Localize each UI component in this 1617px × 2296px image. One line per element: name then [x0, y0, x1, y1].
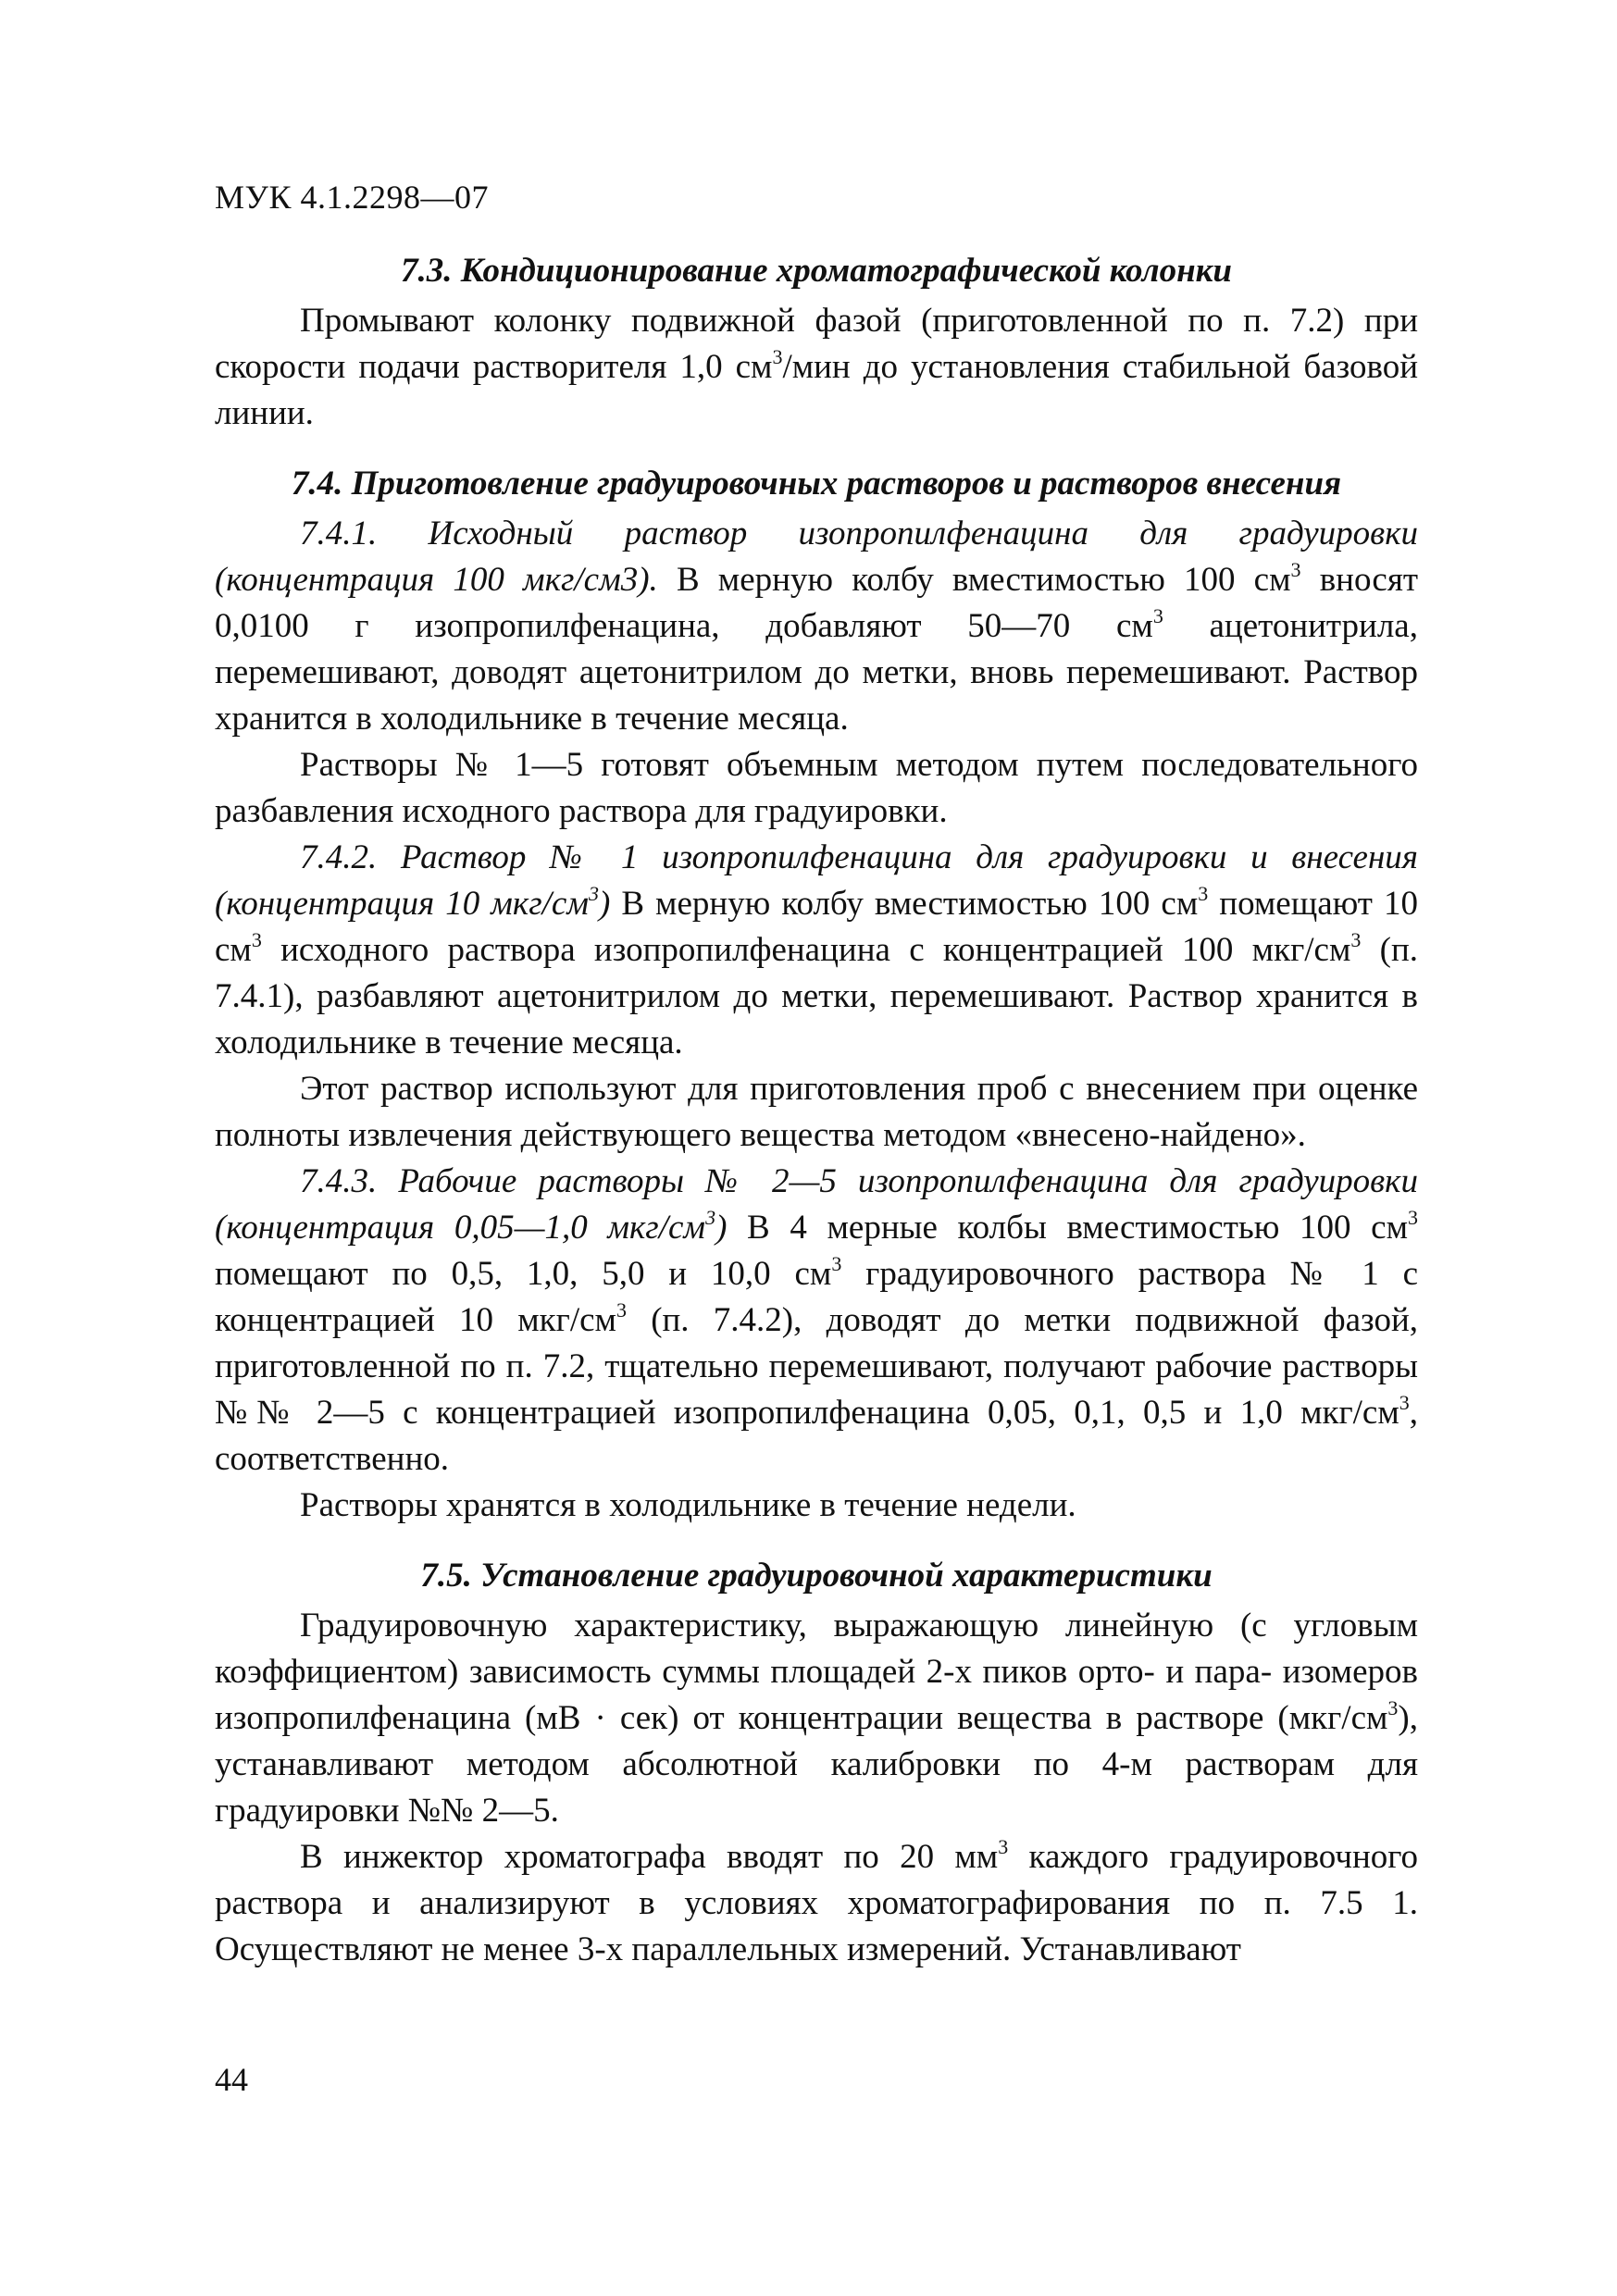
text-run: помещают 10 см	[215, 885, 1419, 969]
section-title-7-3: 7.3. Кондиционирование хроматографической колонки	[401, 252, 1232, 290]
document-code: МУК 4.1.2298—07	[215, 179, 490, 216]
superscript: 3	[1399, 1390, 1410, 1414]
text-run: )	[598, 885, 611, 923]
superscript: 3	[1387, 1695, 1399, 1719]
superscript: 3	[831, 1251, 842, 1275]
text-run: (п. 7.4.1), разбавляют ацетонитрилом до метки, перемешивают. Раствор хранится в холодильнике в течение месяца.	[215, 931, 1419, 1061]
text-run: 7.4.2. Раствор № 1 изопропилфенацина для градуировки и внесения (концентрация 10 мкг/см	[215, 838, 1418, 923]
text-run: градуировочного раствора № 1 с концентрацией 10 мкг/см	[215, 1255, 1419, 1339]
text-run: , соответственно.	[215, 1394, 1418, 1478]
section-title-7-4: 7.4. Приготовление градуировочных растворов и растворов внесения	[291, 465, 1342, 503]
page-number: 44	[215, 2061, 248, 2098]
text-run: В 4 мерные колбы вместимостью 100 см	[727, 1209, 1409, 1247]
paragraph-7-5-injection	[215, 1834, 1418, 1973]
superscript: 3	[616, 1297, 627, 1322]
text-run: (п. 7.4.2), доводят до метки подвижной фазой, приготовленной по п. 7.2, тщательно перемешивают, получают рабочие растворы №№ 2—5 с концентрацией изопропилфенацина 0,05, 0,1, 0,5 и 1,0 мкг/см	[215, 1301, 1418, 1432]
text-run: В мерную колбу вместимостью 100 см	[657, 561, 1291, 599]
text-run: В мерную колбу вместимостью 100 см	[610, 885, 1199, 923]
section-title-7-5: 7.5. Установление градуировочной характеристики	[420, 1557, 1213, 1595]
text-run: Градуировочную характеристику, выражающую линейную (с угловым коэффициентом) зависимость суммы площадей 2-х пиков орто- и пара- изомеров изопропилфенацина (мВ · сек) от концентрации вещества в растворе (мкг/см	[215, 1607, 1418, 1737]
text-run: ацетонитрила, перемешивают, доводят ацетонитрилом до метки, вновь перемешивают. Раствор хранится в холодильнике в течение месяца.	[215, 607, 1418, 738]
text-run: )	[715, 1209, 728, 1247]
superscript: 3	[705, 1205, 716, 1229]
paragraph-7-5-calibration	[215, 1603, 1418, 1834]
text-run: каждого градуировочного раствора и анализируют в условиях хроматографирования по п. 7.5 1. Осуществляют не менее 3-х параллельных измерений. Устанавливают	[215, 1838, 1419, 1968]
subsection-label-7-4-1: 7.4.1. Исходный раствор изопропилфенацина для градуировки (концентрация 100 мкг/см3).	[215, 515, 1418, 599]
superscript: 3	[998, 1834, 1009, 1858]
superscript: 3	[251, 927, 262, 951]
superscript: 3	[1408, 1205, 1419, 1229]
superscript: 3	[1290, 557, 1301, 581]
paragraph-7-4-3	[215, 1159, 1418, 1483]
paragraph-usage: Этот раствор используют для приготовления проб с внесением при оценке полноты извлечения действующего вещества методом «внесено-найдено».	[215, 1070, 1418, 1154]
text-run: исходного раствора изопропилфенацина с концентрацией 100 мкг/см	[261, 931, 1351, 969]
superscript: 3	[772, 344, 783, 368]
superscript: 3	[1152, 603, 1163, 627]
text-run: 7.4.3. Рабочие растворы № 2—5 изопропилфенацина для градуировки (концентрация 0,05—1,0 мкг/см	[215, 1162, 1418, 1247]
document-body	[215, 248, 1418, 1973]
superscript: 3	[588, 881, 599, 905]
text-run: ), устанавливают методом абсолютной калибровки по 4-м растворам для градуировки №№ 2—5.	[215, 1699, 1418, 1830]
text-run: вносят 0,0100 г изопропилфенацина, добавляют 50—70 см	[215, 561, 1419, 645]
text-run: помещают по 0,5, 1,0, 5,0 и 10,0 см	[215, 1255, 832, 1293]
paragraph-storage: Растворы хранятся в холодильнике в течение недели.	[300, 1486, 1076, 1524]
text-run: В инжектор хроматографа вводят по 20 мм	[300, 1838, 999, 1876]
superscript: 3	[1350, 927, 1362, 951]
text-run: /мин до установления стабильной базовой линии.	[215, 348, 1419, 432]
paragraph-solutions: Растворы № 1—5 готовят объемным методом путем последовательного разбавления исходного раствора для градуировки.	[215, 746, 1418, 830]
text-run: Промывают колонку подвижной фазой (приготовленной по п. 7.2) при скорости подачи растворителя 1,0 см	[215, 302, 1418, 386]
superscript: 3	[1198, 881, 1209, 905]
paragraph-7-3	[215, 298, 1418, 437]
paragraph-7-4-1	[215, 511, 1418, 742]
paragraph-7-4-2	[215, 835, 1418, 1066]
